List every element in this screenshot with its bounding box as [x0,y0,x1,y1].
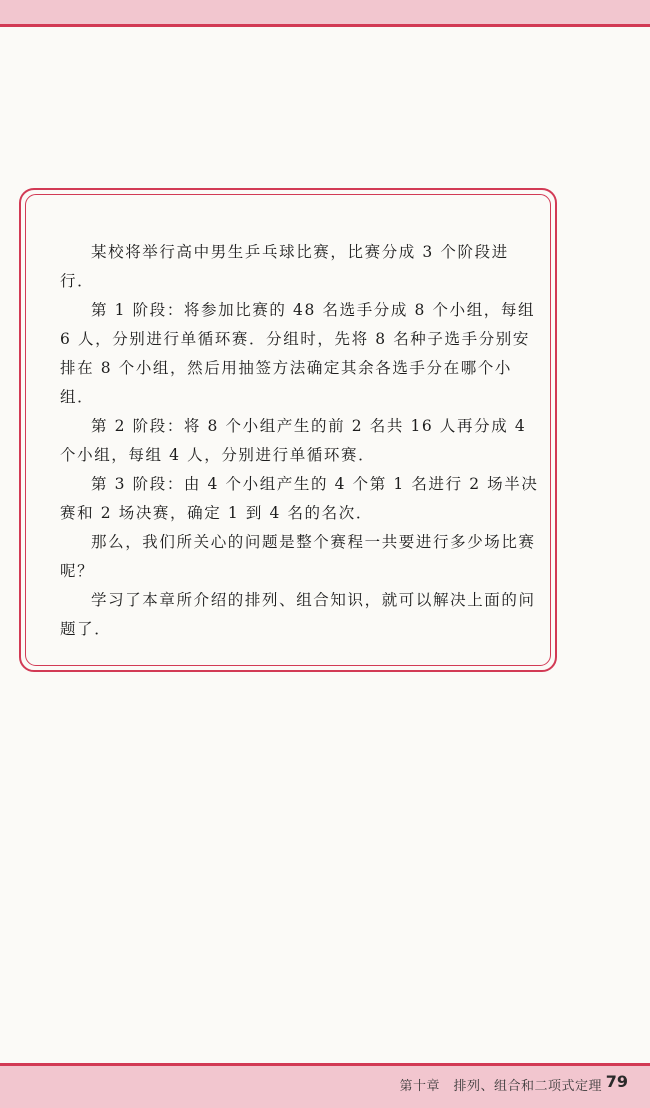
top-header-band [0,0,650,24]
paragraph-stage-2: 第 2 阶段：将 8 个小组产生的前 2 名共 16 人再分成 4 个小组，每组 4 人，分别进行单循环赛． [60,417,527,464]
paragraph-intro: 某校将举行高中男生乒乓球比赛，比赛分成 3 个阶段进行． [60,243,509,290]
paragraph-question: 那么，我们所关心的问题是整个赛程一共要进行多少场比赛呢？ [60,533,536,580]
page-number: 79 [605,1072,628,1091]
paragraph-stage-1: 第 1 阶段：将参加比赛的 48 名选手分成 8 个小组，每组 6 人，分别进行单循环赛．分组时，先将 8 名种子选手分别安排在 8 个小组，然后用抽签方法确定其余各选手分在哪个小组． [60,301,536,406]
intro-box-text [60,238,542,644]
paragraph-conclusion: 学习了本章所介绍的排列、组合知识，就可以解决上面的问题了． [60,591,536,638]
top-header-rule [0,24,650,27]
paragraph-stage-3: 第 3 阶段：由 4 个小组产生的 4 个第 1 名进行 2 场半决赛和 2 场决赛，确定 1 到 4 名的名次． [60,475,539,522]
footer-chapter-title: 第十章 排列、组合和二项式定理 [399,1079,602,1094]
